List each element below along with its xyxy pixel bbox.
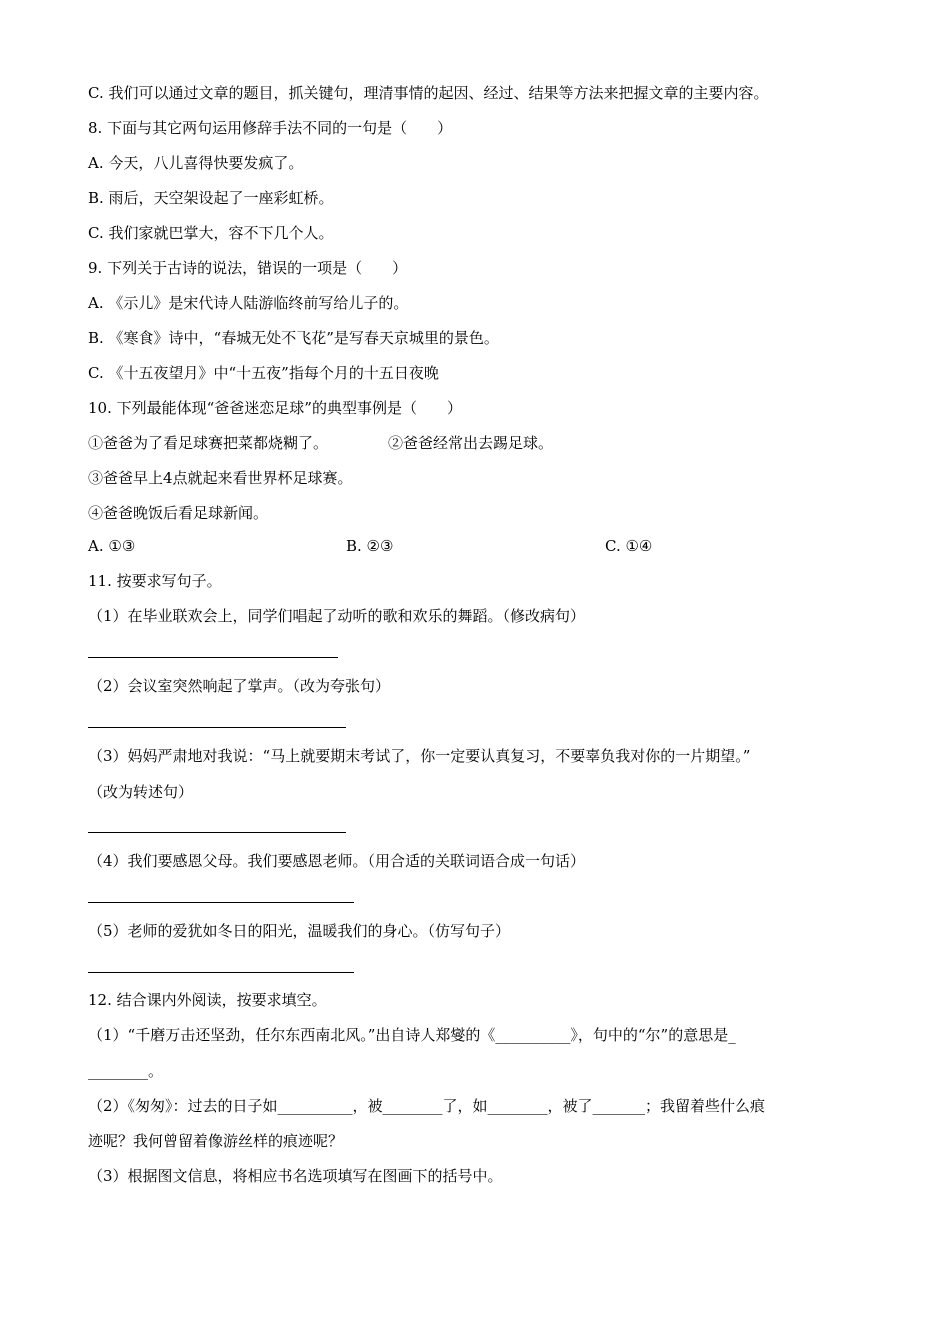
q11-sentence-3-line-1: （3）妈妈严肃地对我说：“马上就要期末考试了，你一定要认真复习，不要辜负我对你的一片期望。” bbox=[88, 747, 751, 765]
q10-item-3: ③爸爸早上4点就起来看世界杯足球赛。 bbox=[88, 469, 353, 487]
q12-part-2-line-2: 迹呢？我何曾留着像游丝样的痕迹呢？ bbox=[88, 1132, 344, 1150]
q12-part-1-line-1: （1）“千磨万击还坚劲，任尔东西南北风。”出自诗人郑燮的《__________》，句中的“尔”的意思是_ bbox=[88, 1026, 736, 1044]
q11-sentence-4: （4）我们要感恩父母。我们要感恩老师。（用合适的关联词语合成一句话） bbox=[88, 852, 586, 870]
q12-part-2-line-1: （2）《匆匆》：过去的日子如__________，被________了，如________，被了_______；我留着些什么痕 bbox=[88, 1097, 766, 1115]
q8-stem: 8. 下面与其它两句运用修辞手法不同的一句是（ ） bbox=[88, 119, 453, 137]
q8-option-b: B. 雨后，天空架设起了一座彩虹桥。 bbox=[88, 189, 334, 207]
q11-answer-line-4[interactable] bbox=[88, 902, 354, 903]
q11-answer-line-5[interactable] bbox=[88, 972, 354, 973]
q11-sentence-2: （2）会议室突然响起了掌声。（改为夸张句） bbox=[88, 677, 391, 695]
q10-option-c: C. ①④ bbox=[605, 537, 653, 555]
q12-part-1-line-2: ________。 bbox=[88, 1062, 164, 1080]
q11-sentence-5: （5）老师的爱犹如冬日的阳光，温暖我们的身心。（仿写句子） bbox=[88, 922, 511, 940]
q10-item-2: ②爸爸经常出去踢足球。 bbox=[388, 434, 554, 452]
q10-option-b: B. ②③ bbox=[346, 537, 394, 555]
q9-stem: 9. 下列关于古诗的说法，错误的一项是（ ） bbox=[88, 259, 408, 277]
q12-part-3: （3）根据图文信息，将相应书名选项填写在图画下的括号中。 bbox=[88, 1167, 503, 1185]
q12-stem: 12. 结合课内外阅读，按要求填空。 bbox=[88, 991, 327, 1009]
q11-sentence-3-line-2: （改为转述句） bbox=[88, 783, 194, 801]
q7-option-c: C. 我们可以通过文章的题目，抓关键句，理清事情的起因、经过、结果等方法来把握文章的主要内容。 bbox=[88, 84, 769, 102]
q11-sentence-1: （1）在毕业联欢会上，同学们唱起了动听的歌和欢乐的舞蹈。（修改病句） bbox=[88, 607, 586, 625]
q8-option-c: C. 我们家就巴掌大，容不下几个人。 bbox=[88, 224, 334, 242]
q9-option-c: C. 《十五夜望月》中“十五夜”指每个月的十五日夜晚 bbox=[88, 364, 439, 382]
q11-answer-line-1[interactable] bbox=[88, 657, 338, 658]
q10-item-4: ④爸爸晚饭后看足球新闻。 bbox=[88, 504, 269, 522]
q11-answer-line-2[interactable] bbox=[88, 727, 346, 728]
q11-stem: 11. 按要求写句子。 bbox=[88, 572, 222, 590]
q10-stem: 10. 下列最能体现“爸爸迷恋足球”的典型事例是（ ） bbox=[88, 399, 462, 417]
q9-option-b: B. 《寒食》诗中，“春城无处不飞花”是写春天京城里的景色。 bbox=[88, 329, 499, 347]
q11-answer-line-3[interactable] bbox=[88, 832, 346, 833]
q10-item-1: ①爸爸为了看足球赛把菜都烧糊了。 bbox=[88, 434, 329, 452]
q8-option-a: A. 今天，八儿喜得快要发疯了。 bbox=[88, 154, 304, 172]
q9-option-a: A. 《示儿》是宋代诗人陆游临终前写给儿子的。 bbox=[88, 294, 409, 312]
q10-option-a: A. ①③ bbox=[88, 537, 136, 555]
